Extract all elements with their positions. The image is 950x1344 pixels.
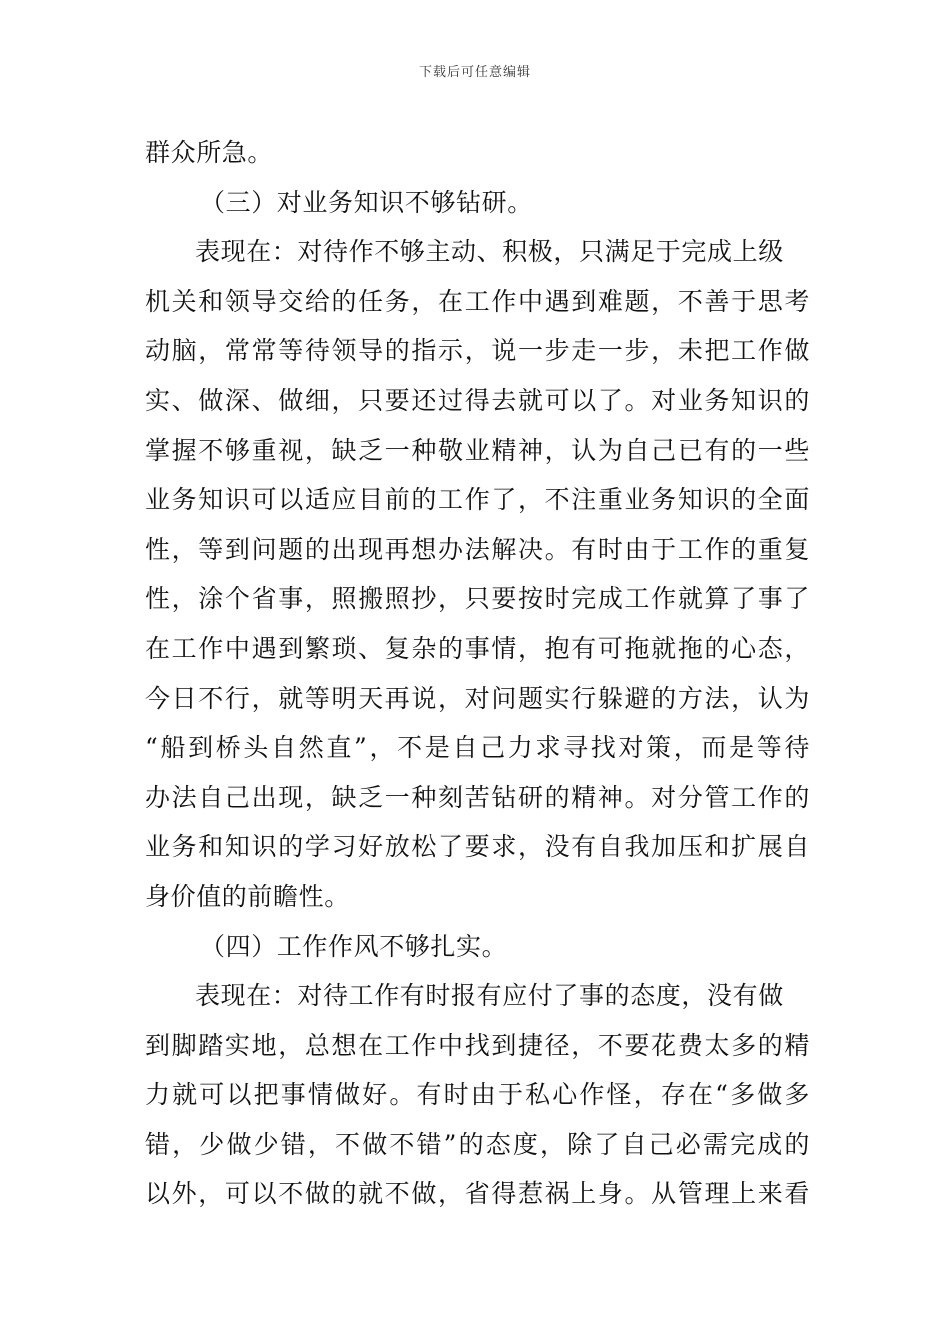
text-line: 动脑，常常等待领导的指示，说一步走一步，未把工作做 — [145, 336, 810, 366]
text-line: 性，涂个省事，照搬照抄，只要按时完成工作就算了事了 — [145, 584, 810, 614]
text-line: 以外，可以不做的就不做，省得惹祸上身。从管理上来看 — [145, 1179, 810, 1209]
text-line: “船到桥头自然直”，不是自己力求寻找对策，而是等待 — [145, 733, 810, 763]
text-line: 业务知识可以适应目前的工作了，不注重业务知识的全面 — [145, 485, 810, 515]
text-line: 到脚踏实地，总想在工作中找到捷径，不要花费太多的精 — [145, 1030, 810, 1060]
text-line: 掌握不够重视，缺乏一种敬业精神，认为自己已有的一些 — [145, 435, 810, 465]
text-line: 错，少做少错，不做不错”的态度，除了自己必需完成的 — [145, 1129, 810, 1159]
header-note: 下载后可任意编辑 — [418, 65, 531, 80]
text-line: 实、做深、做细，只要还过得去就可以了。对业务知识的 — [145, 385, 810, 415]
text-line: 表现在：对待作不够主动、积极，只满足于完成上级 — [195, 237, 784, 267]
text-line: 身价值的前瞻性。 — [145, 881, 350, 911]
text-line: 业务和知识的学习好放松了要求，没有自我加压和扩展自 — [145, 832, 810, 862]
text-line: 性，等到问题的出现再想办法解决。有时由于工作的重复 — [145, 534, 810, 564]
text-line: 力就可以把事情做好。有时由于私心作怪，存在“多做多 — [145, 1080, 810, 1110]
section-heading: （三）对业务知识不够钻研。 — [200, 187, 533, 217]
text-line: 表现在：对待工作有时报有应付了事的态度，没有做 — [195, 981, 784, 1011]
document-body — [145, 128, 810, 1219]
text-line: 群众所急。 — [145, 138, 274, 167]
section-heading: （四）工作作风不够扎实。 — [200, 931, 508, 961]
text-line: 今日不行，就等明天再说，对问题实行躲避的方法，认为 — [145, 683, 810, 713]
text-line: 在工作中遇到繁琐、复杂的事情，抱有可拖就拖的心态， — [145, 633, 810, 663]
text-line: 办法自己出现，缺乏一种刻苦钻研的精神。对分管工作的 — [145, 782, 810, 812]
text-line: 机关和领导交给的任务，在工作中遇到难题，不善于思考 — [145, 286, 810, 316]
